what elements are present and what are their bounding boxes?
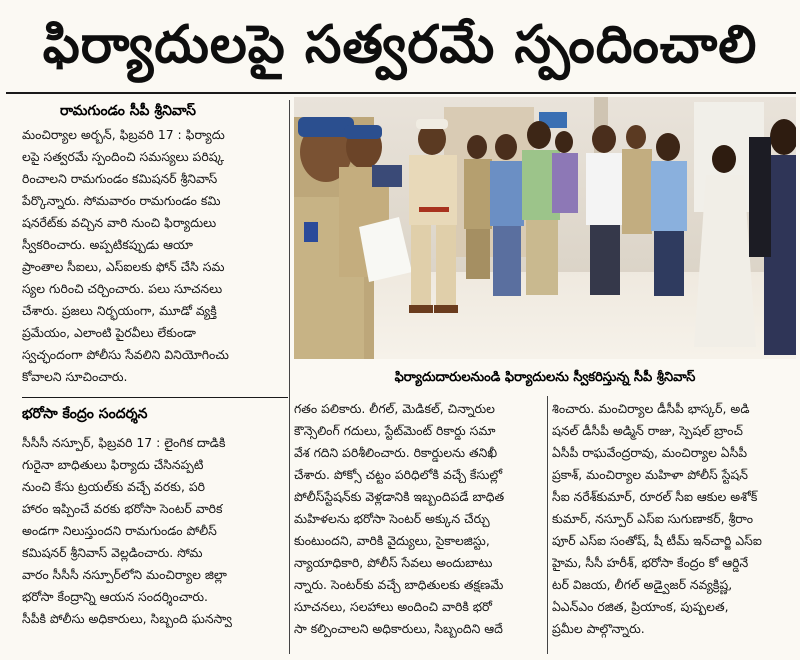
text-line: అండగా నిలుస్తుందని రామగుండం పోలీస్: [22, 523, 217, 538]
text-line: న్నారు. సెంటర్‌కు వచ్చే బాధితులకు తక్షణమే: [294, 577, 504, 592]
text-line: న్యాయాధికారి, పోలీస్ సేవలు అందుబాటు: [294, 555, 493, 570]
text-line: పోలీస్‌స్టేషన్‌కు వెళ్లడానికి ఇబ్బందిపడే బాధిత: [294, 489, 505, 504]
text-line: కోవాలని సూచించారు.: [22, 369, 128, 384]
headline-rule: [6, 92, 796, 94]
news-photo: [294, 97, 796, 359]
text-line: కుంటుందని, వారికి వైద్యులు, సైకాలజిస్టు,: [294, 533, 490, 548]
text-line: హారం ఇప్పించే వరకు భరోసా సెంటర్ వారిక: [22, 501, 223, 516]
text-line: రించాలని రామగుండం కమిషనర్ శ్రీనివాస్: [22, 171, 218, 186]
headline: ఫిర్యాదులపై సత్వరమే స్పందించాలి: [42, 15, 758, 75]
text-line: కుమార్, నస్పూర్ ఎస్ఐ సుగుణాకర్, శ్రీరాం: [552, 511, 754, 526]
officers-receiving-complaints-photo: [294, 97, 796, 359]
text-line: సూచనలు, సలహాలు అందించి వారికి భరో: [294, 599, 492, 614]
text-line: సీఐ నరేశ్‌కుమార్, రూరల్ సీఐ ఆకుల అశోక్: [552, 489, 758, 504]
story2-body-col3: [552, 398, 796, 654]
text-line: గతం పలికారు. లీగల్, మెడికల్, చిన్నారుల: [294, 401, 495, 416]
text-line: షనల్ డీసీపీ అడ్మిన్ రాజు, స్పెషల్ బ్రాంచ్: [552, 423, 743, 438]
text-line: లపై సత్వరమే స్పందించి సమస్యలు పరిష్క: [22, 149, 225, 164]
text-line: మంచిర్యాల అర్బన్, ఫిబ్రవరి 17 : ఫిర్యాదు: [22, 127, 225, 142]
text-line: సీపీకి పోలీసు అధికారులు, సిబ్బంది ఘనస్వా: [22, 611, 232, 626]
photo-caption: ఫిర్యాదుదారులనుండి ఫిర్యాదులను స్వీకరిస్తున్న సీపీ శ్రీనివాస్: [394, 370, 696, 385]
text-line: చేశారు. పోక్సో చట్టం పరిధిలోకి వచ్చే కేసుల్లో: [294, 467, 503, 482]
text-line: చేశారు. ప్రజలు నిర్భయంగా, మూడో వ్యక్తి: [22, 303, 217, 318]
text-line: హైమ, సీసీ హరీశ్, భరోసా కేంద్రం కో ఆర్డినే: [552, 555, 749, 570]
column-divider-2: [547, 396, 548, 654]
text-line: శించారు. మంచిర్యాల డీసీపీ భాస్కర్, అడి: [552, 401, 750, 416]
text-line: స్వచ్ఛందంగా పోలీసు సేవలిని వినియోగించు: [22, 347, 229, 362]
column-divider-1: [289, 100, 290, 654]
story1-body: [22, 124, 288, 392]
text-line: భరోసా కేంద్రాన్ని ఆయన సందర్శించారు.: [22, 589, 208, 604]
text-line: వేశ గదిని పరిశీలించారు. రికార్డులను తనిఖీ: [294, 445, 498, 460]
text-line: కౌన్సెలింగ్ గదులు, స్టేట్‌మెంట్ రికార్డు సమా: [294, 423, 496, 438]
story1-subhead: రామగుండం సీపీ శ్రీనివాస్: [60, 103, 196, 119]
story2-body-col1: [22, 432, 286, 654]
text-line: పేర్కొన్నారు. సోమవారం రామగుండం కమి: [22, 193, 221, 208]
text-line: ప్రమీల పాల్గొన్నారు.: [552, 621, 645, 636]
text-line: ఏఎన్ఎం రజిత, ప్రియాంక, పుష్పలత,: [552, 599, 729, 614]
text-line: టర్ విజయ, లీగల్ అడ్వైజర్ నవ్యక్రిష్ణ,: [552, 577, 733, 592]
text-line: స్యల గురించి చర్చించారు. పలు సూచనలు: [22, 281, 223, 296]
text-line: మహిళలను భరోసా సెంటర్ అక్కున చేర్చు: [294, 511, 490, 526]
text-line: సీసీసీ నస్పూర్, ఫిబ్రవరి 17 : లైంగిక దాడికి: [22, 435, 226, 450]
text-line: స్వీకరించారు. అప్పటికప్పుడు ఆయా: [22, 237, 193, 252]
text-line: ఏసీపీ రాఘవేంద్రరావు, మంచిర్యాల ఏసీపీ: [552, 445, 748, 460]
story2-body-col2: [294, 398, 544, 654]
story2-subhead: భరోసా కేంద్రం సందర్శన: [22, 406, 148, 422]
text-line: నుంచి కేసు ట్రయల్‌కు వచ్చే వరకు, పరి: [22, 479, 205, 494]
text-line: ప్రమేయం, ఎలాంటి పైరవీలు లేకుండా: [22, 325, 196, 340]
text-line: కమిషనర్ శ్రీనివాస్ వెల్లడించారు. సోమ: [22, 545, 203, 560]
text-line: వారం సీసీసీ నస్పూర్‌లోని మంచిర్యాల జిల్లా: [22, 567, 227, 582]
text-line: షనరేట్‌కు వచ్చిన వారి నుంచి ఫిర్యాదులు: [22, 215, 217, 230]
text-line: సా కల్పించాలని అధికారులు, సిబ్బందిని ఆదే: [294, 621, 503, 636]
section-rule: [22, 397, 288, 398]
text-line: గురైనా బాధితులు ఫిర్యాదు చేసినప్పటి: [22, 457, 204, 472]
text-line: పూర్ ఎస్ఐ సంతోష్, షీ టీమ్ ఇన్‌చార్జి ఎస్ఐ: [552, 533, 762, 548]
text-line: ప్రాంతాల సీఐలు, ఎస్ఐలకు ఫోన్ చేసి సమ: [22, 259, 225, 274]
text-line: ప్రకాశ్, మంచిర్యాల మహిళా పోలీస్ స్టేషన్: [552, 467, 748, 482]
